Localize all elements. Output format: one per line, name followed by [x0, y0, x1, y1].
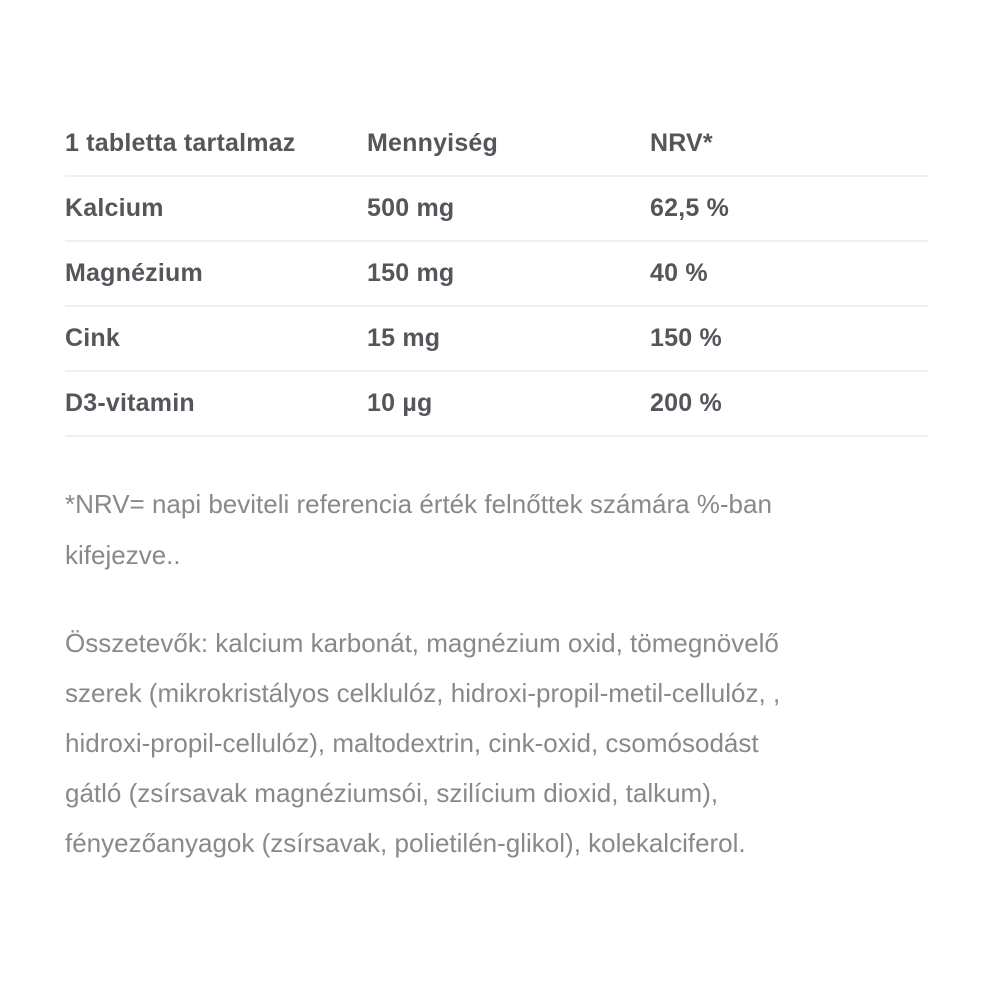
table-row	[65, 307, 928, 372]
table-header-row	[65, 112, 928, 177]
ingredients-line: hidroxi-propil-cellulóz), maltodextrin, cink-oxid, csomósodást	[65, 728, 759, 758]
ingredients-line: gátló (zsírsavak magnéziumsói, szilícium dioxid, talkum),	[65, 778, 719, 808]
ingredient-amount: 150 mg	[367, 259, 455, 287]
table-row	[65, 372, 928, 437]
nrv-footnote-line: kifejezve..	[65, 540, 181, 570]
ingredient-nrv: 40 %	[650, 259, 708, 287]
ingredients-line: Összetevők: kalcium karbonát, magnézium oxid, tömegnövelő	[65, 628, 779, 658]
ingredient-amount: 500 mg	[367, 194, 455, 222]
ingredients-line: fényezőanyagok (zsírsavak, polietilén-glikol), kolekalciferol.	[65, 828, 746, 858]
ingredient-amount: 15 mg	[367, 324, 441, 352]
ingredient-amount: 10 µg	[367, 389, 433, 417]
table-row	[65, 177, 928, 242]
column-header-amount: Mennyiség	[367, 129, 498, 157]
ingredient-nrv: 62,5 %	[650, 194, 730, 222]
ingredients-paragraph	[65, 618, 945, 868]
ingredient-name: Kalcium	[65, 194, 164, 222]
table-row	[65, 242, 928, 307]
nrv-footnote-line: *NRV= napi beviteli referencia érték felnőttek számára %-ban	[65, 489, 772, 519]
nrv-footnote	[65, 479, 945, 581]
ingredient-nrv: 200 %	[650, 389, 722, 417]
ingredients-line: szerek (mikrokristályos celklulóz, hidroxi-propil-metil-cellulóz, ,	[65, 678, 781, 708]
ingredient-name: Magnézium	[65, 259, 203, 287]
column-header-nrv: NRV*	[650, 129, 713, 157]
ingredient-nrv: 150 %	[650, 324, 722, 352]
nutrition-table	[65, 112, 928, 437]
ingredient-name: D3-vitamin	[65, 389, 195, 417]
ingredient-name: Cink	[65, 324, 120, 352]
column-header-contents: 1 tabletta tartalmaz	[65, 129, 296, 157]
